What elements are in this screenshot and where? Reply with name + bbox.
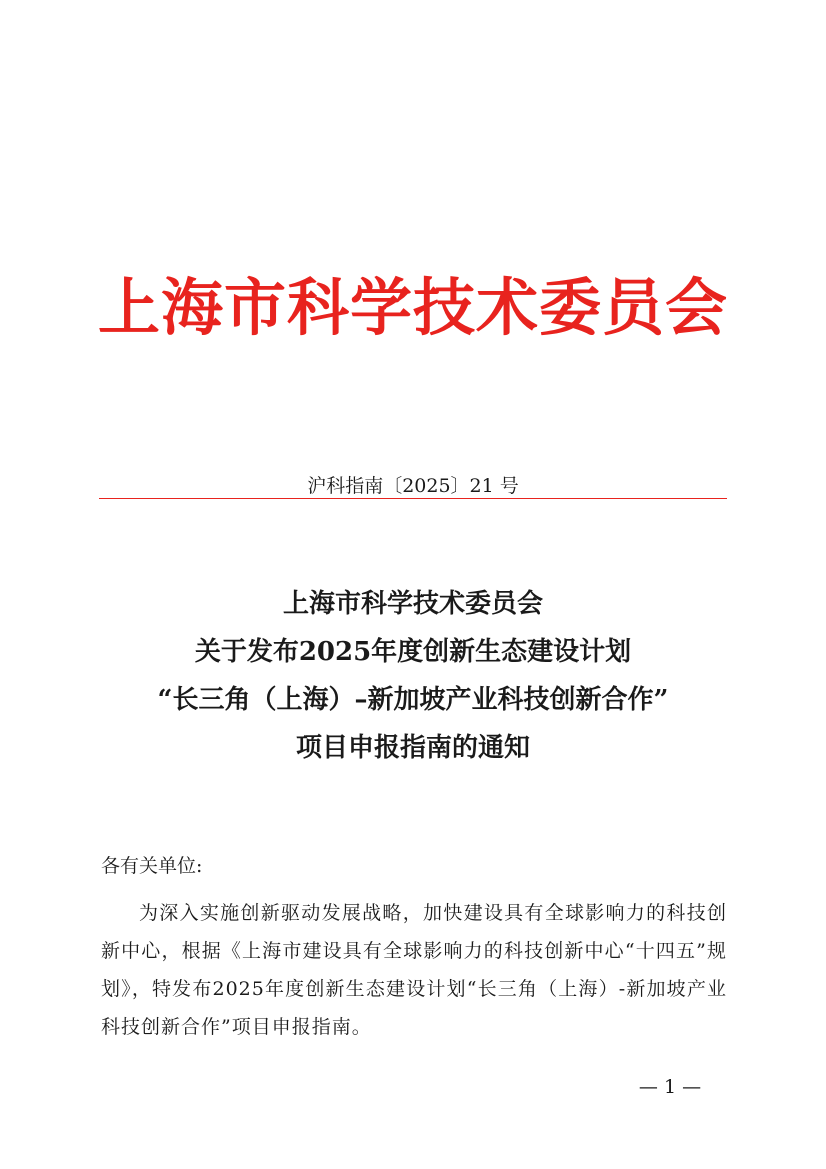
title-line-2: 关于发布2025年度创新生态建设计划 xyxy=(194,637,632,667)
document-title xyxy=(40,580,786,772)
issuer-header: 上海市科学技术委员会 xyxy=(97,271,728,344)
title-line-1: 上海市科学技术委员会 xyxy=(282,589,543,619)
salutation: 各有关单位: xyxy=(101,855,203,877)
document-number: 沪科指南〔2025〕21 号 xyxy=(307,475,519,497)
page-number: — 1 — xyxy=(638,1076,702,1098)
title-line-3: “长三角（上海）–新加坡产业科技创新合作” xyxy=(157,685,669,715)
red-divider-line xyxy=(99,498,727,499)
body-paragraph: 为深入实施创新驱动发展战略，加快建设具有全球影响力的科技创新中心，根据《上海市建设具有全球影响力的科技创新中心“十四五”规划》，特发布2025年度创新生态建设计划“长三角（上海）-新加坡产业科技创新合作”项目申报指南。 xyxy=(101,902,727,1038)
title-line-4: 项目申报指南的通知 xyxy=(295,733,530,763)
